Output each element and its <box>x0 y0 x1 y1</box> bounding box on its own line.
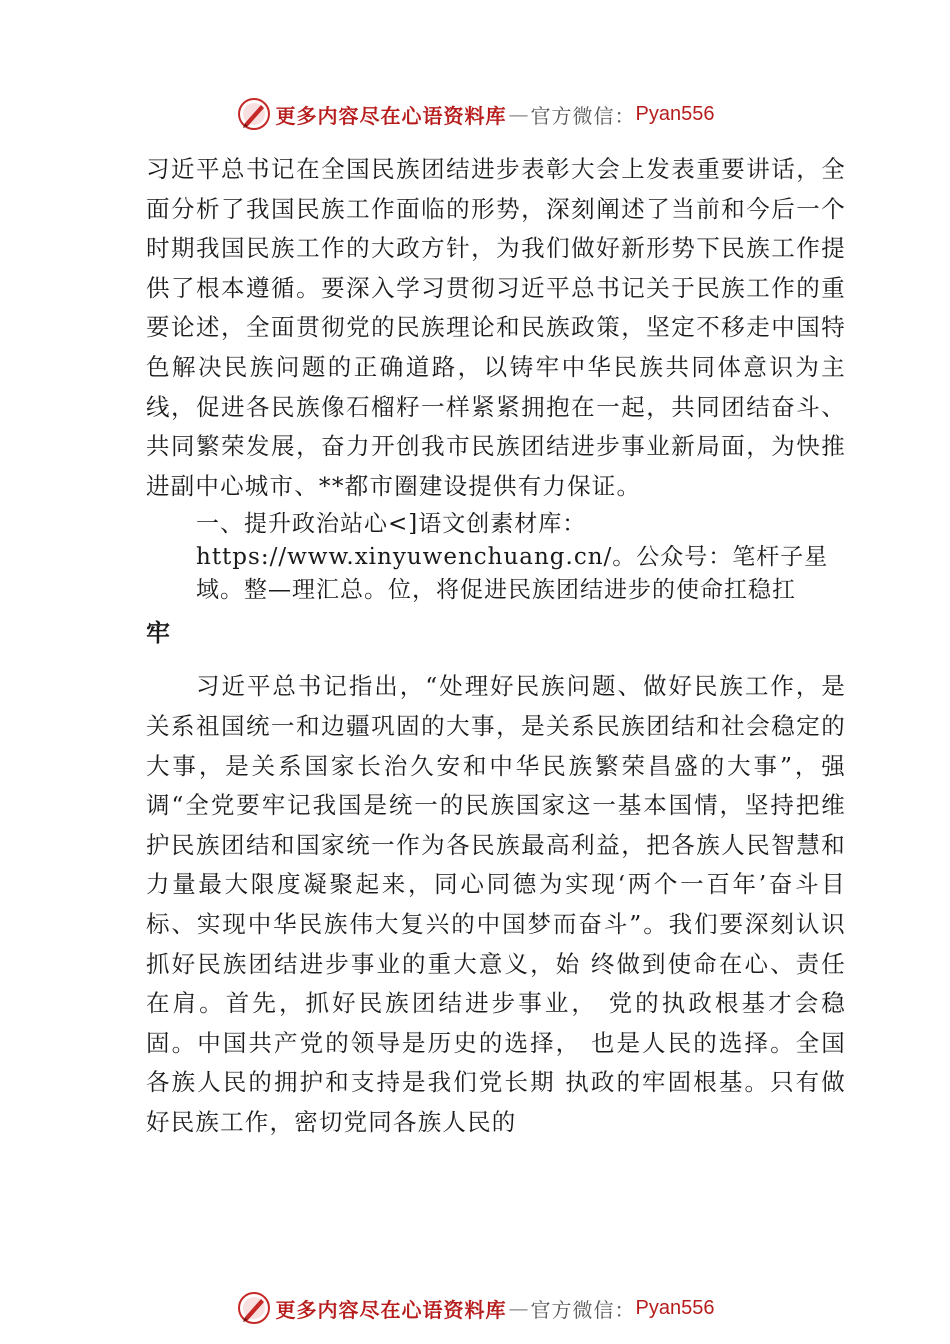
footer-brand: 更多内容尽在心语资料库 <box>275 1297 507 1322</box>
footer-wechat-id: Pyan556 <box>635 1296 715 1319</box>
document-body <box>146 150 846 1142</box>
header-wechat-id: Pyan556 <box>635 102 715 125</box>
header-brand: 更多内容尽在心语资料库 <box>275 103 507 128</box>
footer-banner <box>0 1288 950 1328</box>
intro-paragraph: 习近平总书记在全国民族团结进步表彰大会上发表重要讲话，全面分析了我国民族工作面临的形势，深刻阐述了当前和今后一个时期我国民族工作的大政方针，为我们做好新形势下民族工作提供了根本遵循。要深入学习贯彻习近平总书记关于民族工作的重要论述，全面贯彻党的民族理论和民族政策，坚定不移走中国特色解决民族问题的正确道路，以铸牢中华民族共同体意识为主线，促进各民族像石榴籽一样紧紧拥抱在一起，共同团结奋斗、共同繁荣发展，奋力开创我市民族团结进步事业新局面，为快推进副中心城市、**都市圈建设提供有力保证。 <box>146 155 846 500</box>
header-banner <box>0 94 950 134</box>
pen-logo-icon <box>236 1290 272 1326</box>
pen-logo-icon <box>236 96 272 132</box>
body-paragraph: 习近平总书记指出，“处理好民族问题、做好民族工作，是关系祖国统一和边疆巩固的大事，是关系民族团结和社会稳定的大事，是关系国家长治久安和中华民族繁荣昌盛的大事”，强调“全党要牢记我国是统一的民族国家这一基本国情，坚持把维护民族团结和国家统一作为各民族最高利益，把各族人民智慧和力量最大限度凝聚起来，同心同德为实现‘两个一百年’奋斗目标、实现中华民族伟大复兴的中国梦而奋斗”。我们要深刻认识抓好民族团结进步事业的重大意义，始 终做到使命在心、责任在肩。首先，抓好民族团结进步事业， 党的执政根基才会稳固。中国共产党的领导是历史的选择， 也是人民的选择。全国各族人民的拥护和支持是我们党长期 执政的牢固根基。只有做好民族工作，密切党同各族人民的 <box>146 672 846 1136</box>
header-separator: — <box>508 102 529 126</box>
section-heading: 一、提升政治站心<]语文创素材库：https://www.xinyuwenchuang.cn/。公众号：笔杆子星域。整—理汇总。位，将促进民族团结进步的使命扛稳扛 <box>196 511 829 604</box>
section-heading-tail: 牢 <box>146 618 170 648</box>
footer-label: 官方微信： <box>530 1297 636 1322</box>
footer-separator: — <box>508 1296 529 1320</box>
header-label: 官方微信： <box>530 103 636 128</box>
